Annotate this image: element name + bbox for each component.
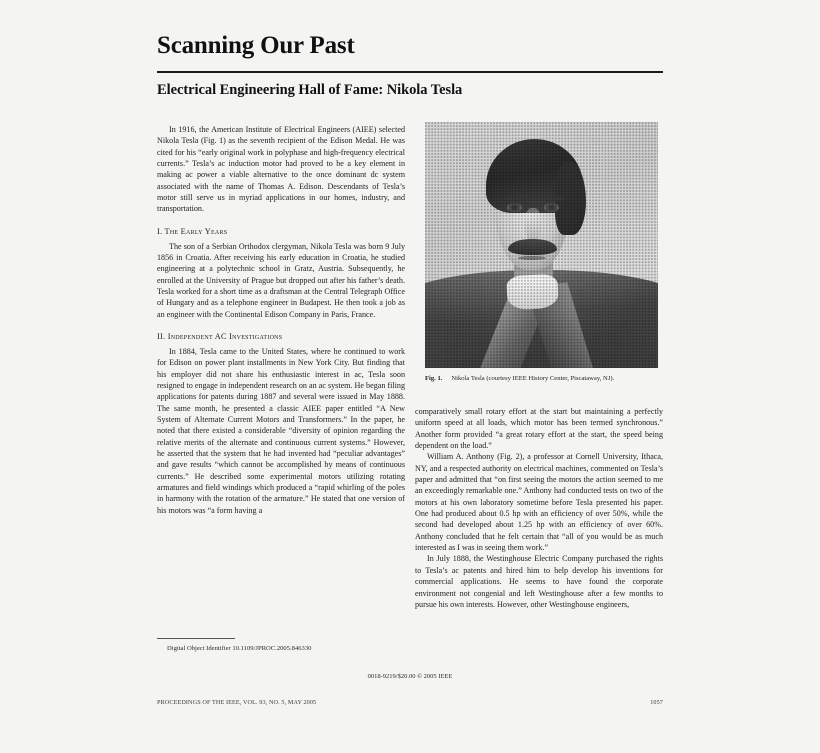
running-footer-journal: PROCEEDINGS OF THE IEEE, VOL. 93, NO. 5, MAY 2005 (157, 699, 317, 706)
paragraph-early-years: The son of a Serbian Orthodox clergyman, Nikola Tesla was born 9 July 1856 in Croatia. After receiving his early education in Croatia, he studied engineering at a polytechnic school in Gratz, Austria. Subsequently, he enrolled at the University of Prague but dropped out after his father’s death. Tesla worked for a short time as a draftsman at the Central Telegraph Office of Hungary and as a telephone engineer in Budapest. He then took a job as an engineer with the Continental Edison Company in Paris, France. (157, 241, 405, 319)
page-title: Scanning Our Past (157, 32, 355, 59)
figure-1 (425, 122, 658, 383)
photo-eye-right (544, 203, 559, 211)
section-title: Independent AC Investigations (167, 332, 283, 341)
figure-caption-text: Nikola Tesla (courtesy IEEE History Center, Piscataway, NJ). (451, 375, 615, 382)
paragraph-westinghouse: In July 1888, the Westinghouse Electric Company purchased the rights to Tesla’s ac patents and hired him to help develop his inventions for commercial applications. He seems to have found the corporate environment not congenial and left Westinghouse after a few months to pursue his own interests. However, other Westinghouse engineers, (415, 554, 663, 609)
section-number: I. (157, 226, 163, 236)
section-heading-ac-investigations (157, 331, 405, 342)
section-title: The Early Years (164, 226, 228, 236)
section-heading-early-years (157, 226, 405, 237)
section-number: II. (157, 332, 166, 341)
paragraph-ac-investigations: In 1884, Tesla came to the United States, where he continued to work for Edison on power plant installments in New York City. But finding that his employer did not share his enthusiastic interest in ac, Tesla soon resigned to engage in independent research on an ac system. He began filing applications for patents during 1887 and several were issued in May 1888. The same month, he presented a classic AIEE paper entitled “A New System of Alternate Current Motors and Transformers.” In the paper, he noted that there existed a considerable “diversity of opinion regarding the relative merits of the alternate and continuous current systems.” However, he asserted that the system that he had invented had “peculiar advantages” and gave results “which cannot be accomplished by means of continuous currents.” He described some experimental motors utilizing rotating armatures and field windings which produced a “rapid whirling of the poles in harmony with the rotation of the armature.” He stated that one version of his motors was “a form having a (157, 346, 405, 515)
photo-collar (506, 273, 559, 310)
footnote-block (157, 638, 405, 653)
figure-label: Fig. 1. (425, 375, 443, 382)
right-column (415, 406, 663, 610)
article-subtitle: Electrical Engineering Hall of Fame: Nikola Tesla (157, 81, 463, 98)
photo-eye-left (507, 203, 522, 211)
footnote-divider (157, 638, 235, 639)
photo-mouth (518, 256, 546, 260)
paragraph-intro: In 1916, the American Institute of Electrical Engineers (AIEE) selected Nikola Tesla (Fig. 1) as the seventh recipient of the Edison Medal. He was cited for his “early original work in polyphase and high-frequency electrical currents.” Tesla’s ac induction motor had proved to be a key element in making ac power a viable alternative to the once dominant dc system associated with the name of Thomas A. Edison. Descendants of Tesla’s motor still serve us in myriad applications in our homes, industry, and transportation. (157, 125, 405, 214)
paragraph-anthony: William A. Anthony (Fig. 2), a professor at Cornell University, Ithaca, NY, and a respected authority on electrical machines, commented on Tesla’s paper and admitted that “on first seeing the motors the action seemed to me an exceedingly remarkable one.” Anthony had conducted tests on two of the motors at his own laboratory sometime before Tesla presented his paper. One had produced about 0.5 hp with an efficiency of over 50%, while the second had developed about 1.25 hp with an efficiency of over 60%. Anthony concluded that he felt certain that “all of you would be as much interested as I was in seeing them work.” (415, 452, 663, 553)
photo-mustache (508, 239, 557, 255)
copyright-line: 0018-9219/$20.00 © 2005 IEEE (367, 673, 453, 680)
tesla-portrait-photo (425, 122, 658, 368)
paragraph-continued: comparatively small rotary effort at the start but maintaining a perfectly uniform speed at all loads, which motor has been termed synchronous.” Another form provided “a great rotary effort at the start, the speed being dependent on the load.” (415, 407, 663, 451)
page-number: 1057 (650, 699, 663, 706)
masthead (157, 32, 663, 99)
figure-caption (425, 374, 658, 383)
left-column (157, 124, 405, 516)
digital-object-identifier: Digital Object Identifier 10.1109/JPROC.2005.846330 (167, 645, 312, 652)
